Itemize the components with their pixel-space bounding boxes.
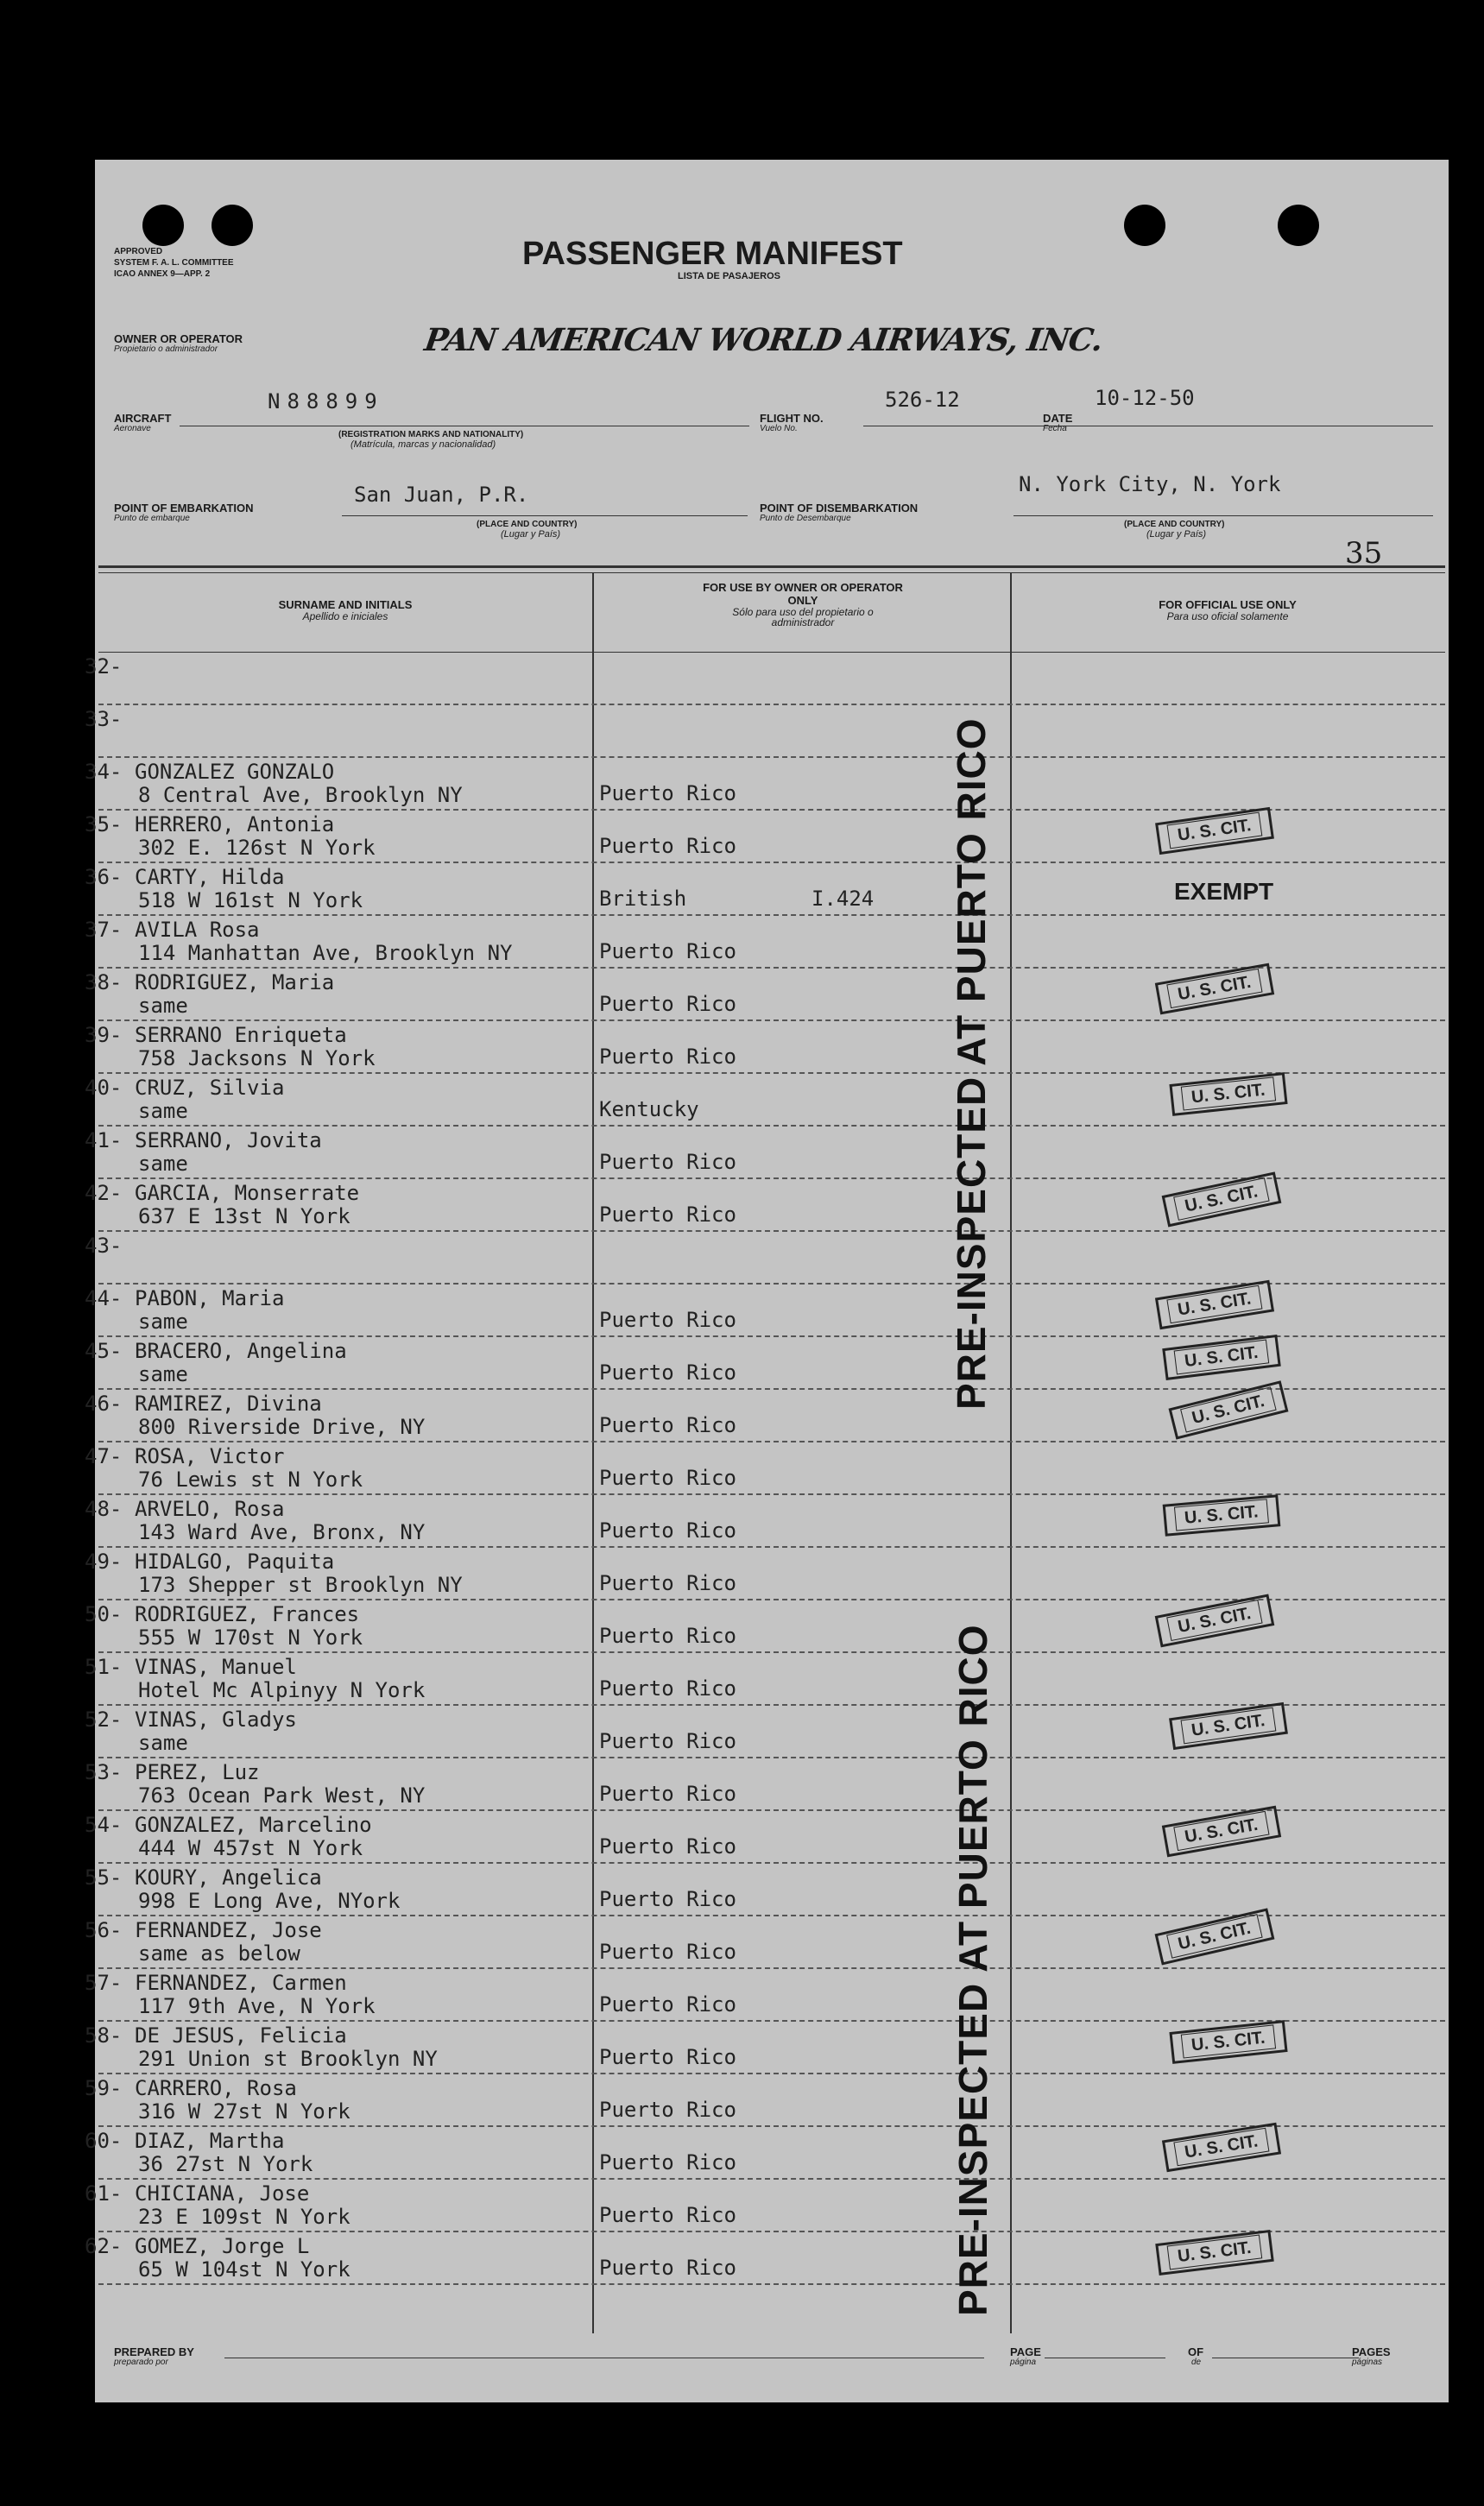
stamp-text: U. S. CIT.	[1166, 1285, 1262, 1323]
us-citizen-stamp	[1162, 1335, 1280, 1380]
passenger-origin: Puerto Rico	[599, 1887, 736, 1911]
row-number: 47-	[85, 1444, 123, 1468]
owner-label: OWNER OR OPERATOR	[114, 332, 243, 345]
table-row	[85, 1968, 1449, 2021]
table-row	[85, 1284, 1449, 1336]
column-header-label-es: Sólo para uso del propietario o administrador	[732, 606, 874, 628]
row-number: 56-	[85, 1918, 123, 1942]
stamp-text: U. S. CIT.	[1173, 1177, 1269, 1221]
stamp-text: U. S. CIT.	[1166, 1914, 1262, 1958]
us-citizen-stamp	[1155, 1594, 1274, 1648]
table-row	[85, 2074, 1449, 2126]
table-row	[85, 1494, 1449, 1547]
table-row	[85, 1073, 1449, 1126]
pre-inspected-stamp: PRE-INSPECTED AT PUERTO RICO	[949, 717, 994, 1410]
passenger-name: CHICIANA, Jose	[135, 2181, 310, 2206]
table-row	[85, 1336, 1449, 1389]
column-header-label: FOR OFFICIAL USE ONLY	[1159, 598, 1297, 611]
passenger-name: GONZALEZ, Marcelino	[135, 1813, 372, 1837]
passenger-address: 316 W 27st N York	[138, 2099, 350, 2124]
stamp-text: U. S. CIT.	[1166, 969, 1262, 1008]
table-row	[85, 757, 1449, 810]
table-row	[85, 810, 1449, 862]
passenger-address: Hotel Mc Alpinyy N York	[138, 1678, 426, 1702]
stamp-text: U. S. CIT.	[1181, 1076, 1276, 1110]
date-value: 10-12-50	[1095, 386, 1195, 410]
passenger-address: 23 E 109st N York	[138, 2205, 350, 2229]
row-number: 57-	[85, 1971, 123, 1995]
stamp-text: U. S. CIT.	[1181, 1707, 1276, 1745]
stamp-text: U. S. CIT.	[1180, 1386, 1276, 1432]
passenger-origin: Puerto Rico	[599, 1360, 736, 1385]
table-row	[85, 2126, 1449, 2179]
us-citizen-stamp	[1155, 963, 1274, 1015]
us-citizen-stamp	[1169, 2020, 1287, 2064]
passenger-address: 800 Riverside Drive, NY	[138, 1415, 426, 1439]
us-citizen-stamp	[1162, 2123, 1281, 2172]
row-number: 39-	[85, 1023, 123, 1047]
row-number: 55-	[85, 1865, 123, 1890]
table-row	[85, 2179, 1449, 2231]
column-header-label: FOR USE BY OWNER OR OPERATOR ONLY	[703, 581, 903, 607]
row-number: 54-	[85, 1813, 123, 1837]
row-number: 58-	[85, 2023, 123, 2048]
table-row	[85, 862, 1449, 915]
table-row	[85, 1916, 1449, 1968]
passenger-name: RODRIGUEZ, Frances	[135, 1602, 360, 1626]
passenger-name: HIDALGO, Paquita	[135, 1550, 335, 1574]
passenger-name: GARCIA, Monserrate	[135, 1181, 360, 1205]
passenger-origin: Puerto Rico	[599, 992, 736, 1016]
passenger-name: CARRERO, Rosa	[135, 2076, 297, 2100]
column-header-operator	[647, 581, 958, 628]
flight-label-es: Vuelo No.	[760, 424, 798, 433]
passenger-name: HERRERO, Antonia	[135, 812, 335, 836]
of-label: OF	[1188, 2345, 1204, 2358]
table-row	[85, 1126, 1449, 1178]
stamp-text: U. S. CIT.	[1167, 2235, 1262, 2270]
passenger-address: 291 Union st Brooklyn NY	[138, 2047, 438, 2071]
passenger-origin: Puerto Rico	[599, 2203, 736, 2227]
row-number: 53-	[85, 1760, 123, 1784]
us-citizen-stamp	[1162, 1806, 1281, 1858]
aircraft-note: (REGISTRATION MARKS AND NATIONALITY)	[338, 430, 524, 439]
column-header-label-es: Para uso oficial solamente	[1166, 610, 1289, 622]
row-number: 43-	[85, 1234, 123, 1258]
passenger-name: DIAZ, Martha	[135, 2129, 285, 2153]
passenger-name: GOMEZ, Jorge L	[135, 2234, 310, 2258]
passenger-origin: Puerto Rico	[599, 2150, 736, 2175]
embark-label: POINT OF EMBARKATION	[114, 502, 254, 514]
row-number: 52-	[85, 1707, 123, 1732]
us-citizen-stamp	[1155, 2230, 1273, 2276]
passenger-origin: Puerto Rico	[599, 2256, 736, 2280]
punch-hole	[212, 205, 253, 246]
passenger-address: same	[138, 1310, 188, 1334]
disembark-label-es: Punto de Desembarque	[760, 514, 851, 523]
passenger-origin: Puerto Rico	[599, 1992, 736, 2017]
aircraft-label-es: Aeronave	[114, 424, 151, 433]
passenger-origin: British	[599, 887, 687, 911]
passenger-origin: Kentucky	[599, 1097, 699, 1121]
passenger-name: VINAS, Manuel	[135, 1655, 297, 1679]
row-divider	[98, 2283, 1445, 2285]
passenger-address: 302 E. 126st N York	[138, 836, 376, 860]
passenger-name: PEREZ, Luz	[135, 1760, 260, 1784]
aircraft-label: AIRCRAFT	[114, 412, 172, 425]
passenger-origin: Puerto Rico	[599, 1308, 736, 1332]
passenger-address: 114 Manhattan Ave, Brooklyn NY	[138, 941, 513, 965]
row-number: 41-	[85, 1128, 123, 1152]
us-citizen-stamp	[1169, 1072, 1287, 1116]
of-label-es: de	[1191, 2358, 1202, 2367]
passenger-address: 143 Ward Ave, Bronx, NY	[138, 1520, 426, 1544]
passenger-origin: Puerto Rico	[599, 1676, 736, 1701]
passenger-name: RAMIREZ, Divina	[135, 1392, 322, 1416]
passenger-origin: Puerto Rico	[599, 1729, 736, 1753]
owner-label-es: Propietario o administrador	[114, 344, 218, 354]
punch-hole	[1124, 205, 1165, 246]
passenger-address: same	[138, 994, 188, 1018]
passenger-address: 555 W 170st N York	[138, 1625, 363, 1650]
us-citizen-stamp	[1169, 1702, 1287, 1750]
column-header-official	[1012, 598, 1443, 622]
row-number: 49-	[85, 1550, 123, 1574]
passenger-origin: Puerto Rico	[599, 2098, 736, 2122]
punch-hole	[142, 205, 184, 246]
passenger-origin: Puerto Rico	[599, 1571, 736, 1595]
table-row	[85, 1178, 1449, 1231]
page-label: PAGE	[1010, 2345, 1041, 2358]
passenger-name: ROSA, Victor	[135, 1444, 285, 1468]
row-number: 37-	[85, 918, 123, 942]
embark-note-es: (Lugar y País)	[501, 529, 561, 540]
passenger-name: FERNANDEZ, Carmen	[135, 1971, 347, 1995]
table-row	[85, 1705, 1449, 1758]
disembark-label: POINT OF DISEMBARKATION	[760, 502, 919, 514]
passenger-address: same	[138, 1362, 188, 1386]
row-number: 42-	[85, 1181, 123, 1205]
passenger-address: same as below	[138, 1941, 300, 1966]
passenger-name: CARTY, Hilda	[135, 865, 285, 889]
passenger-name: GONZALEZ GONZALO	[135, 760, 335, 784]
table-row	[85, 1810, 1449, 1863]
table-row	[85, 1442, 1449, 1494]
stamp-text: U. S. CIT.	[1166, 1600, 1262, 1641]
passenger-name: FERNANDEZ, Jose	[135, 1918, 322, 1942]
stamp-text: U. S. CIT.	[1174, 1499, 1269, 1531]
owner-name: PAN AMERICAN WORLD AIRWAYS, INC.	[422, 322, 1105, 358]
row-number: 46-	[85, 1392, 123, 1416]
page-number: 35	[1345, 536, 1383, 571]
flight-value: 526-12	[885, 388, 960, 412]
table-row	[85, 1758, 1449, 1810]
date-label: DATE	[1043, 412, 1073, 425]
embark-note: (PLACE AND COUNTRY)	[477, 520, 578, 529]
table-row	[85, 2021, 1449, 2074]
us-citizen-stamp	[1155, 1908, 1274, 1965]
passenger-origin: Puerto Rico	[599, 1466, 736, 1490]
row-number: 61-	[85, 2181, 123, 2206]
table-row	[85, 1863, 1449, 1916]
disembark-value: N. York City, N. York	[1019, 472, 1281, 496]
approved-line: APPROVED	[114, 247, 163, 256]
table-row	[85, 704, 1449, 757]
disembark-note-es: (Lugar y País)	[1146, 529, 1207, 540]
passenger-name: VINAS, Gladys	[135, 1707, 297, 1732]
passenger-origin: Puerto Rico	[599, 1782, 736, 1806]
embark-value: San Juan, P.R.	[354, 483, 529, 507]
passenger-address: 637 E 13st N York	[138, 1204, 350, 1228]
table-row	[85, 1389, 1449, 1442]
approved-line: SYSTEM F. A. L. COMMITTEE	[114, 258, 234, 268]
us-citizen-stamp	[1162, 1172, 1281, 1228]
passenger-address: 117 9th Ave, N York	[138, 1994, 376, 2018]
punch-hole	[1278, 205, 1319, 246]
passenger-address: 758 Jacksons N York	[138, 1046, 376, 1070]
table-row	[85, 652, 1449, 704]
table-row	[85, 968, 1449, 1020]
pre-inspected-stamp: PRE-INSPECTED AT PUERTO RICO	[950, 1624, 995, 2316]
us-citizen-stamp	[1169, 1380, 1289, 1439]
stamp-text: U. S. CIT.	[1174, 1340, 1269, 1375]
passenger-name: KOURY, Angelica	[135, 1865, 322, 1890]
passenger-origin: Puerto Rico	[599, 1150, 736, 1174]
table-row	[85, 1020, 1449, 1073]
row-number: 38-	[85, 970, 123, 994]
prepared-label-es: preparado por	[114, 2358, 168, 2367]
pages-label-es: páginas	[1352, 2358, 1383, 2367]
flight-label: FLIGHT NO.	[760, 412, 824, 425]
passenger-name: SERRANO, Jovita	[135, 1128, 322, 1152]
table-row	[85, 1652, 1449, 1705]
row-number: 59-	[85, 2076, 123, 2100]
passenger-origin: Puerto Rico	[599, 781, 736, 805]
row-number: 60-	[85, 2129, 123, 2153]
column-header-label-es: Apellido e iniciales	[302, 610, 388, 622]
passenger-address: 36 27st N York	[138, 2152, 313, 2176]
us-citizen-stamp	[1163, 1494, 1280, 1537]
row-number: 36-	[85, 865, 123, 889]
header-rule	[98, 572, 1445, 573]
approved-line: ICAO ANNEX 9—APP. 2	[114, 269, 211, 279]
passenger-name: RODRIGUEZ, Maria	[135, 970, 335, 994]
row-number: 35-	[85, 812, 123, 836]
passenger-name: ARVELO, Rosa	[135, 1497, 285, 1521]
embark-label-es: Punto de embarque	[114, 514, 190, 523]
approved-block	[114, 246, 234, 280]
passenger-name: PABON, Maria	[135, 1286, 285, 1310]
passenger-address: 65 W 104st N York	[138, 2257, 350, 2282]
passenger-address: 76 Lewis st N York	[138, 1468, 363, 1492]
passenger-address: same	[138, 1731, 188, 1755]
row-number: 48-	[85, 1497, 123, 1521]
row-number: 44-	[85, 1286, 123, 1310]
us-citizen-stamp	[1155, 1280, 1274, 1329]
passenger-name: AVILA Rosa	[135, 918, 260, 942]
prepared-label: PREPARED BY	[114, 2345, 194, 2358]
aircraft-note-es: (Matrícula, marcas y nacionalidad)	[350, 439, 496, 450]
passenger-address: same	[138, 1152, 188, 1176]
page-title: PASSENGER MANIFEST	[522, 236, 903, 272]
passenger-origin: Puerto Rico	[599, 834, 736, 858]
embark-line	[342, 515, 748, 516]
row-number: 33-	[85, 707, 123, 731]
stamp-text: U. S. CIT.	[1181, 2024, 1276, 2058]
row-number: 32-	[85, 654, 123, 679]
row-number: 34-	[85, 760, 123, 784]
table-row	[85, 1600, 1449, 1652]
passenger-origin: Puerto Rico	[599, 1045, 736, 1069]
row-number: 40-	[85, 1076, 123, 1100]
operator-note: I.424	[811, 887, 875, 911]
passenger-origin: Puerto Rico	[599, 1834, 736, 1859]
passenger-address: 8 Central Ave, Brooklyn NY	[138, 783, 463, 807]
disembark-note: (PLACE AND COUNTRY)	[1124, 520, 1225, 529]
table-row	[85, 915, 1449, 968]
aircraft-value: N88899	[268, 389, 384, 413]
exempt-stamp: EXEMPT	[1174, 878, 1274, 905]
table-row	[85, 2231, 1449, 2284]
row-number: 62-	[85, 2234, 123, 2258]
column-header-label: SURNAME AND INITIALS	[278, 598, 413, 611]
row-number: 50-	[85, 1602, 123, 1626]
passenger-name: DE JESUS, Felicia	[135, 2023, 347, 2048]
passenger-origin: Puerto Rico	[599, 1940, 736, 1964]
stamp-text: U. S. CIT.	[1173, 1811, 1269, 1851]
disembark-line	[1014, 515, 1433, 516]
passenger-origin: Puerto Rico	[599, 1413, 736, 1437]
page-label-es: página	[1010, 2358, 1037, 2367]
stamp-text: U. S. CIT.	[1173, 2128, 1269, 2166]
date-label-es: Fecha	[1043, 424, 1067, 433]
passenger-name: SERRANO Enriqueta	[135, 1023, 347, 1047]
pages-label: PAGES	[1352, 2345, 1391, 2358]
table-row	[85, 1547, 1449, 1600]
passenger-name: CRUZ, Silvia	[135, 1076, 285, 1100]
stamp-text: U. S. CIT.	[1167, 812, 1262, 849]
passenger-origin: Puerto Rico	[599, 1518, 736, 1543]
passenger-address: 998 E Long Ave, NYork	[138, 1889, 401, 1913]
passenger-address: 173 Shepper st Brooklyn NY	[138, 1573, 463, 1597]
passenger-origin: Puerto Rico	[599, 1624, 736, 1648]
page-title-es: LISTA DE PASAJEROS	[678, 271, 780, 281]
row-number: 51-	[85, 1655, 123, 1679]
passenger-origin: Puerto Rico	[599, 1203, 736, 1227]
table-row	[85, 1231, 1449, 1284]
passenger-address: 518 W 161st N York	[138, 888, 363, 912]
row-number: 45-	[85, 1339, 123, 1363]
passenger-address: same	[138, 1099, 188, 1123]
header-rule	[98, 565, 1445, 568]
passenger-address: 763 Ocean Park West, NY	[138, 1783, 426, 1808]
passenger-origin: Puerto Rico	[599, 939, 736, 963]
passenger-address: 444 W 457st N York	[138, 1836, 363, 1860]
passenger-name: BRACERO, Angelina	[135, 1339, 347, 1363]
column-header-surname	[98, 598, 592, 622]
us-citizen-stamp	[1155, 807, 1273, 855]
manifest-page	[85, 160, 1449, 2402]
passenger-origin: Puerto Rico	[599, 2045, 736, 2069]
